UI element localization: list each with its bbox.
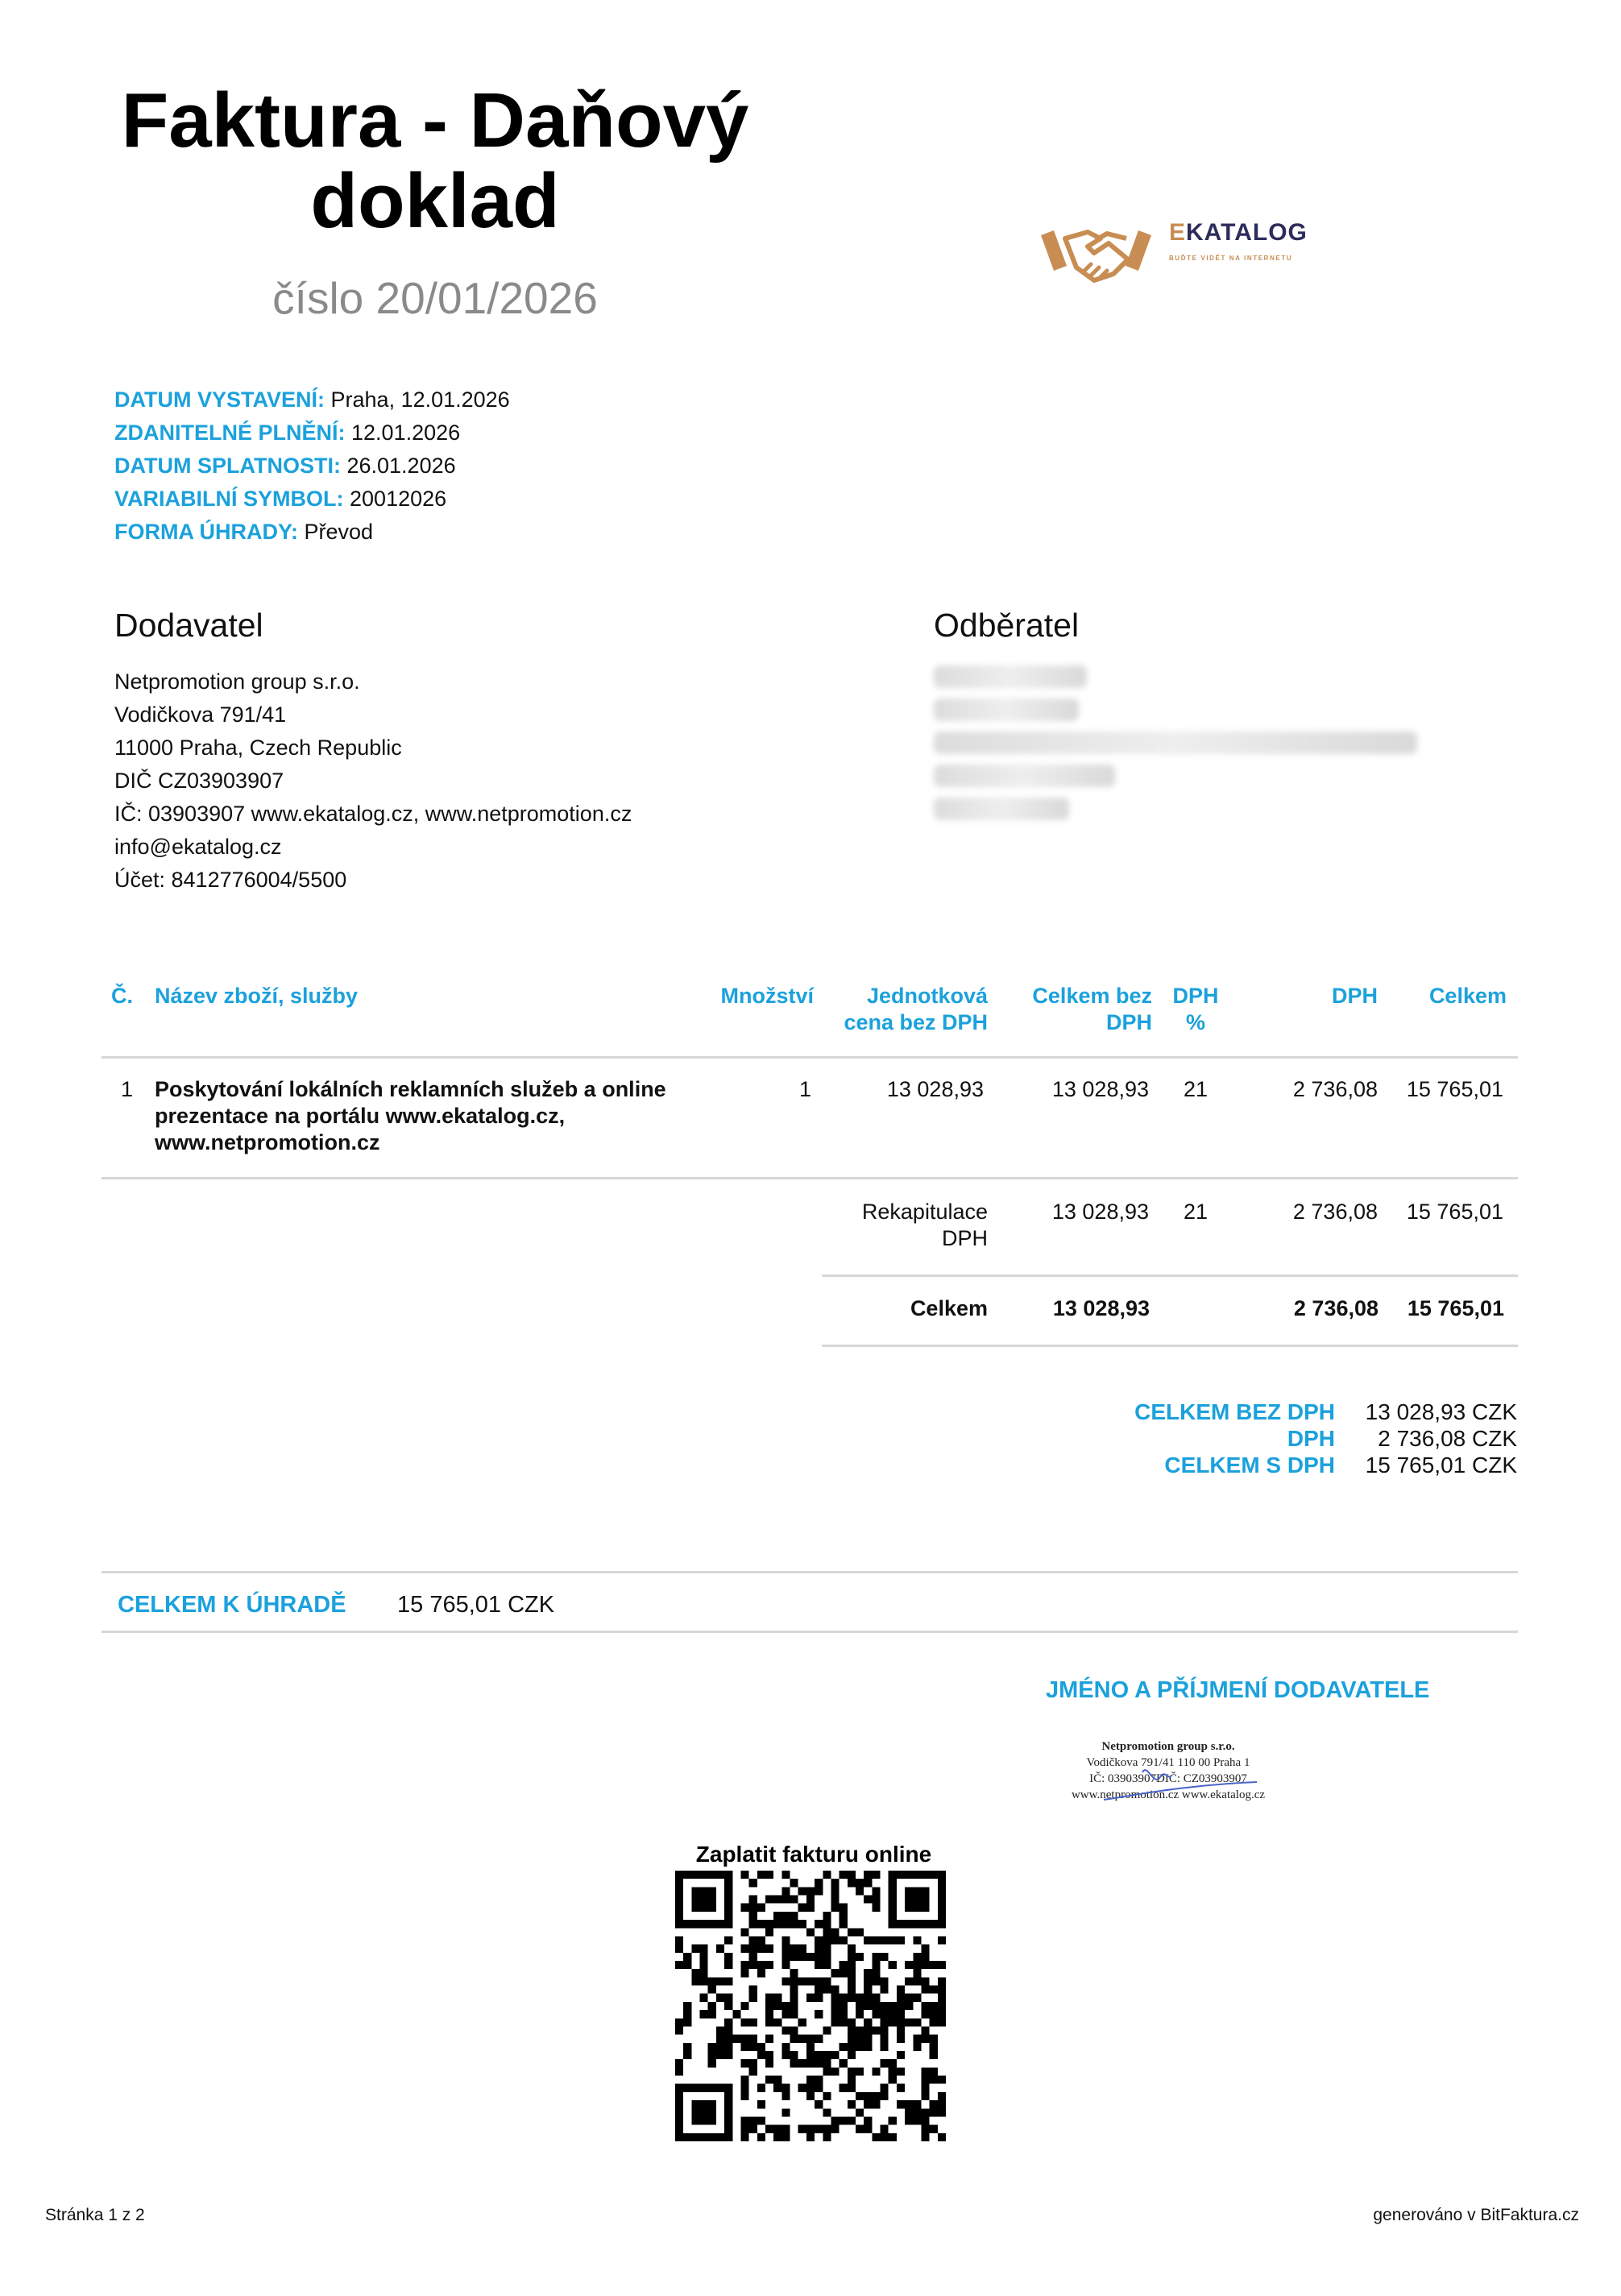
supplier-vat-id: DIČ CZ03903907 bbox=[114, 769, 284, 793]
invoice-title: Faktura - Daňový doklad bbox=[121, 77, 749, 244]
customer-details-redacted bbox=[934, 665, 1417, 831]
recap-total-net: 13 028,93 bbox=[1051, 1200, 1149, 1224]
qr-code[interactable] bbox=[675, 1871, 946, 2141]
row-total: 15 765,01 bbox=[1406, 1077, 1503, 1101]
totals-summary bbox=[1080, 1399, 1517, 1478]
table-divider bbox=[822, 1274, 1518, 1277]
supplier-account: Účet: 8412776004/5500 bbox=[114, 868, 347, 892]
meta-due-date: DATUM SPLATNOSTI: 26.01.2026 bbox=[114, 454, 456, 478]
table-divider bbox=[102, 1177, 1518, 1179]
row-vat: 2 736,08 bbox=[1292, 1077, 1378, 1101]
meta-issue-date: DATUM VYSTAVENÍ: Praha, 12.01.2026 bbox=[114, 388, 510, 412]
invoice-meta bbox=[114, 383, 510, 549]
col-header-unit-price: Jednotková cena bez DPH bbox=[844, 984, 988, 1034]
due-divider bbox=[102, 1571, 1518, 1573]
supplier-email: info@ekatalog.cz bbox=[114, 835, 282, 859]
redacted-line bbox=[934, 731, 1417, 754]
col-header-no: Č. bbox=[111, 984, 133, 1008]
redacted-line bbox=[934, 665, 1087, 688]
row-qty: 1 bbox=[798, 1077, 811, 1101]
total-net: CELKEM BEZ DPH 13 028,93 CZK bbox=[1134, 1399, 1517, 1424]
row-no: 1 bbox=[121, 1077, 134, 1101]
generator-credit: generováno v BitFaktura.cz bbox=[1373, 2206, 1579, 2224]
col-header-vat-pct: DPH % bbox=[1172, 984, 1219, 1034]
invoice-number: číslo 20/01/2026 bbox=[272, 273, 598, 323]
signature-scribble bbox=[1047, 1739, 1289, 1811]
row-total-net: 13 028,93 bbox=[1051, 1077, 1149, 1101]
brand-tagline: BUĎTE VIDĚT NA INTERNETU bbox=[1169, 255, 1293, 262]
sum-total: 15 765,01 bbox=[1407, 1296, 1504, 1320]
sum-label: Celkem bbox=[910, 1296, 988, 1320]
col-header-qty: Množství bbox=[720, 984, 814, 1008]
qr-title: Zaplatit fakturu online bbox=[695, 1842, 932, 1867]
redacted-line bbox=[934, 698, 1079, 721]
row-vat-pct: 21 bbox=[1183, 1077, 1208, 1101]
meta-taxable-date: ZDANITELNÉ PLNĚNÍ: 12.01.2026 bbox=[114, 421, 461, 445]
redacted-line bbox=[934, 798, 1069, 820]
page-number: Stránka 1 z 2 bbox=[45, 2206, 145, 2224]
supplier-heading: Dodavatel bbox=[114, 607, 263, 644]
col-header-vat: DPH bbox=[1331, 984, 1378, 1008]
total-vat: DPH 2 736,08 CZK bbox=[1287, 1426, 1517, 1451]
meta-variable-symbol: VARIABILNÍ SYMBOL: 20012026 bbox=[114, 487, 447, 511]
row-unit-price: 13 028,93 bbox=[886, 1077, 984, 1101]
supplier-details bbox=[114, 665, 632, 897]
brand-name: EKATALOG bbox=[1169, 219, 1308, 246]
row-name: Poskytování lokálních reklamních služeb a online prezentace na portálu www.ekatalog.cz, www.netpromotion.cz bbox=[155, 1077, 666, 1154]
amount-due-label: CELKEM K ÚHRADĚ bbox=[118, 1592, 346, 1618]
supplier-stamp: Netpromotion group s.r.o. Vodičkova 791/41 110 00 Praha 1 IČ: 03903907DIČ: CZ03903907 www.netpromotion.cz www.ekatalog.cz bbox=[1047, 1739, 1289, 1811]
redacted-line bbox=[934, 765, 1115, 787]
col-header-name: Název zboží, služby bbox=[155, 984, 359, 1008]
supplier-signature-label: JMÉNO A PŘÍJMENÍ DODAVATELE bbox=[1046, 1677, 1430, 1703]
recap-label: Rekapitulace DPH bbox=[861, 1200, 988, 1250]
table-divider bbox=[822, 1345, 1518, 1347]
col-header-total: Celkem bbox=[1428, 984, 1507, 1008]
table-divider bbox=[102, 1056, 1518, 1059]
recap-vat-pct: 21 bbox=[1183, 1200, 1208, 1224]
customer-heading: Odběratel bbox=[934, 607, 1080, 644]
amount-due-value: 15 765,01 CZK bbox=[397, 1592, 555, 1618]
supplier-street: Vodičkova 791/41 bbox=[114, 702, 287, 727]
due-divider bbox=[102, 1631, 1518, 1633]
meta-payment-method: FORMA ÚHRADY: Převod bbox=[114, 520, 374, 544]
supplier-name: Netpromotion group s.r.o. bbox=[114, 669, 360, 694]
handshake-icon bbox=[1038, 214, 1155, 288]
supplier-city: 11000 Praha, Czech Republic bbox=[114, 736, 402, 760]
supplier-company-id: IČ: 03903907 www.ekatalog.cz, www.netpromotion.cz bbox=[114, 802, 632, 826]
sum-total-net: 13 028,93 bbox=[1052, 1296, 1150, 1320]
recap-total: 15 765,01 bbox=[1406, 1200, 1503, 1224]
col-header-total-net: Celkem bez DPH bbox=[1032, 984, 1152, 1034]
total-gross: CELKEM S DPH 15 765,01 CZK bbox=[1164, 1453, 1517, 1477]
company-logo bbox=[1038, 211, 1344, 292]
recap-vat: 2 736,08 bbox=[1292, 1200, 1378, 1224]
sum-vat: 2 736,08 bbox=[1293, 1296, 1378, 1320]
